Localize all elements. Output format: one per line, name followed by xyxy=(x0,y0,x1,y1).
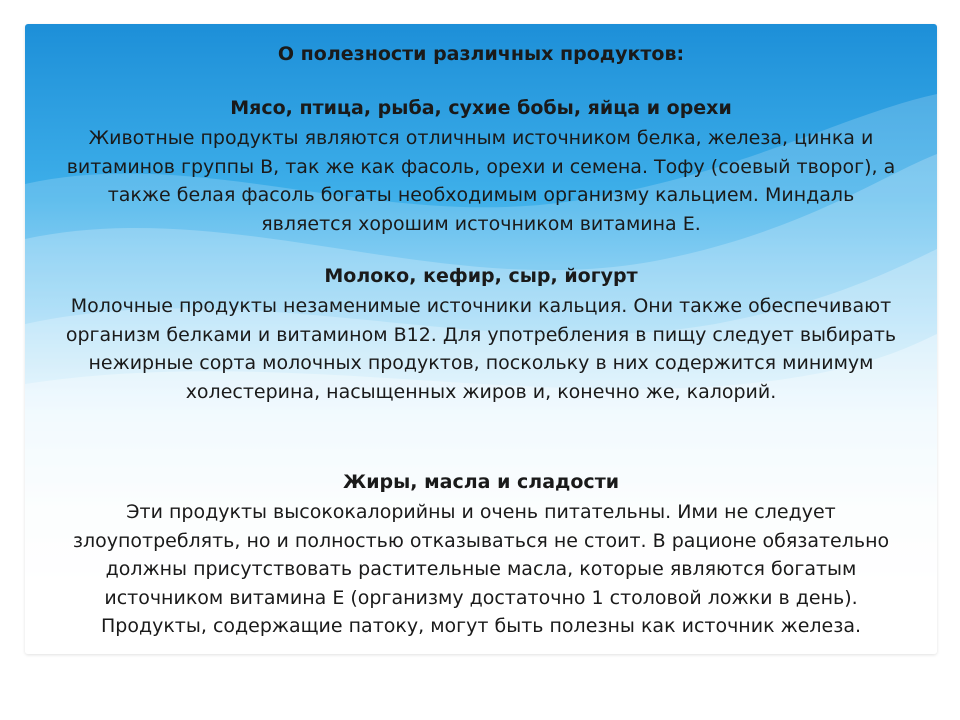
section-heading: Мясо, птица, рыба, сухие бобы, яйца и орехи xyxy=(230,97,732,119)
section-meat xyxy=(65,96,897,238)
section-text: Молочные продукты незаменимые источники кальция. Они также обеспечивают организм белками и витамином В12. Для употребления в пищу следует выбирать нежирные сорта молочных продуктов, поскольку в них содержится минимум холестерина, насыщенных жиров и, конечно же, калорий. xyxy=(65,295,897,403)
section-fats xyxy=(65,470,897,641)
section-text: Животные продукты являются отличным источником белка, железа, цинка и витаминов группы В, так же как фасоль, орехи и семена. Тофу (соевый творог), а также белая фасоль богаты необходимым организму кальцием. Миндаль является хорошим источником витамина Е. xyxy=(66,127,896,235)
section-heading: Молоко, кефир, сыр, йогурт xyxy=(324,265,638,287)
section-dairy xyxy=(65,264,897,406)
section-text: Эти продукты высококалорийны и очень питательны. Ими не следует злоупотреблять, но и полностью отказываться не стоит. В рационе обязательно должны присутствовать растительные масла, которые являются богатым источником витамина Е (организму достаточно 1 столовой ложки в день). Продукты, содержащие патоку, могут быть полезны как источник железа. xyxy=(72,501,890,637)
slide-title: О полезности различных продуктов: xyxy=(277,43,685,65)
section-heading: Жиры, масла и сладости xyxy=(342,471,620,493)
